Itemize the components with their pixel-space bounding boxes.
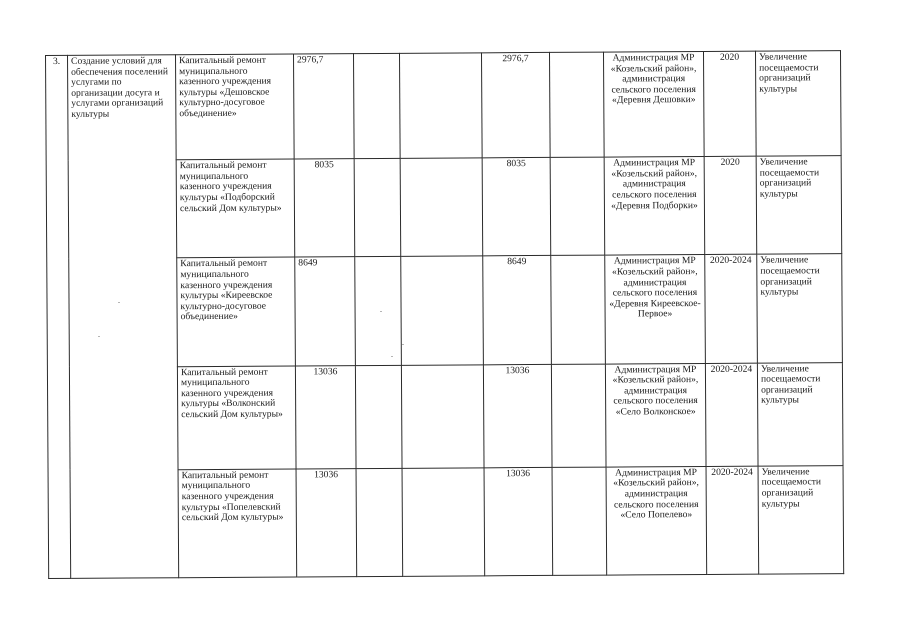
period-cell: 2020-2024 (706, 466, 759, 575)
task-cell: Капитальный ремонт муниципального казенного учреждения культуры «Волконский сельский Дом культуры» (177, 366, 296, 470)
total-cell: 2976,7 (293, 54, 354, 160)
total-cell: 13036 (296, 468, 357, 577)
col-a-cell (355, 365, 402, 468)
period-cell: 2020 (703, 51, 756, 157)
result-cell: Увеличение посещаемости организаций культуры (755, 51, 841, 157)
scan-speck (402, 344, 404, 345)
col-d-cell (551, 364, 606, 468)
row-number: 3. (46, 55, 71, 578)
col-a-cell (356, 468, 403, 577)
col-b-cell (402, 468, 485, 577)
col-c-cell: 13036 (483, 364, 552, 468)
col-b-cell (401, 256, 484, 365)
executor-cell: Администрация МР «Козельский район», администрация сельского поселения «Деревня Киреевское-Первое» (605, 255, 706, 364)
task-cell: Капитальный ремонт муниципального казенного учреждения культуры «Попелевский сельский Дом культуры» (178, 469, 297, 578)
col-c-cell: 8035 (482, 158, 551, 257)
executor-cell: Администрация МР «Козельский район», администрация сельского поселения «Деревня Подборки» (604, 157, 705, 256)
result-cell: Увеличение посещаемости организаций культуры (758, 465, 844, 574)
scan-speck (380, 311, 382, 312)
col-d-cell (551, 255, 606, 364)
col-a-cell (353, 53, 400, 158)
table-row (46, 51, 842, 161)
total-cell: 8649 (295, 257, 356, 366)
col-b-cell (400, 158, 483, 257)
col-d-cell (549, 52, 604, 158)
col-d-cell (550, 157, 605, 256)
scan-speck (98, 336, 100, 337)
period-cell: 2020-2024 (705, 363, 758, 467)
goal-cell: Создание условий для обеспечения поселений услугами по организации досуга и услугами организаций культуры (68, 55, 179, 579)
result-cell: Увеличение посещаемости организаций культуры (757, 254, 843, 363)
total-cell: 8035 (294, 159, 355, 258)
task-cell: Капитальный ремонт муниципального казенного учреждения культуры «Подборский сельский Дом культуры» (176, 159, 295, 258)
col-a-cell (355, 257, 402, 365)
result-cell: Увеличение посещаемости организаций культуры (757, 362, 843, 466)
col-c-cell: 8649 (483, 256, 552, 365)
executor-cell: Администрация МР «Козельский район», администрация сельского поселения «Деревня Дешовки» (603, 51, 704, 157)
col-b-cell (401, 364, 484, 468)
scan-speck (118, 302, 120, 303)
task-cell: Капитальный ремонт муниципального казенного учреждения культуры «Киреевское культурно-досуговое объединение» (177, 257, 296, 366)
executor-cell: Администрация МР «Козельский район», администрация сельского поселения «Село Волконское» (605, 363, 706, 467)
executor-cell: Администрация МР «Козельский район», администрация сельского поселения «Село Попелево» (606, 466, 707, 575)
total-cell: 13036 (295, 365, 356, 469)
result-cell: Увеличение посещаемости организаций культуры (756, 156, 842, 255)
program-table (45, 50, 844, 579)
col-a-cell (354, 159, 401, 257)
col-c-cell: 13036 (484, 467, 553, 576)
scan-speck (391, 356, 393, 357)
col-c-cell: 2976,7 (481, 52, 550, 158)
task-cell: Капитальный ремонт муниципального казенного учреждения культуры «Дешовское культурно-досуговое объединение» (176, 54, 295, 160)
col-d-cell (552, 467, 607, 576)
period-cell: 2020-2024 (705, 255, 758, 364)
col-b-cell (399, 53, 482, 159)
period-cell: 2020 (704, 156, 757, 255)
